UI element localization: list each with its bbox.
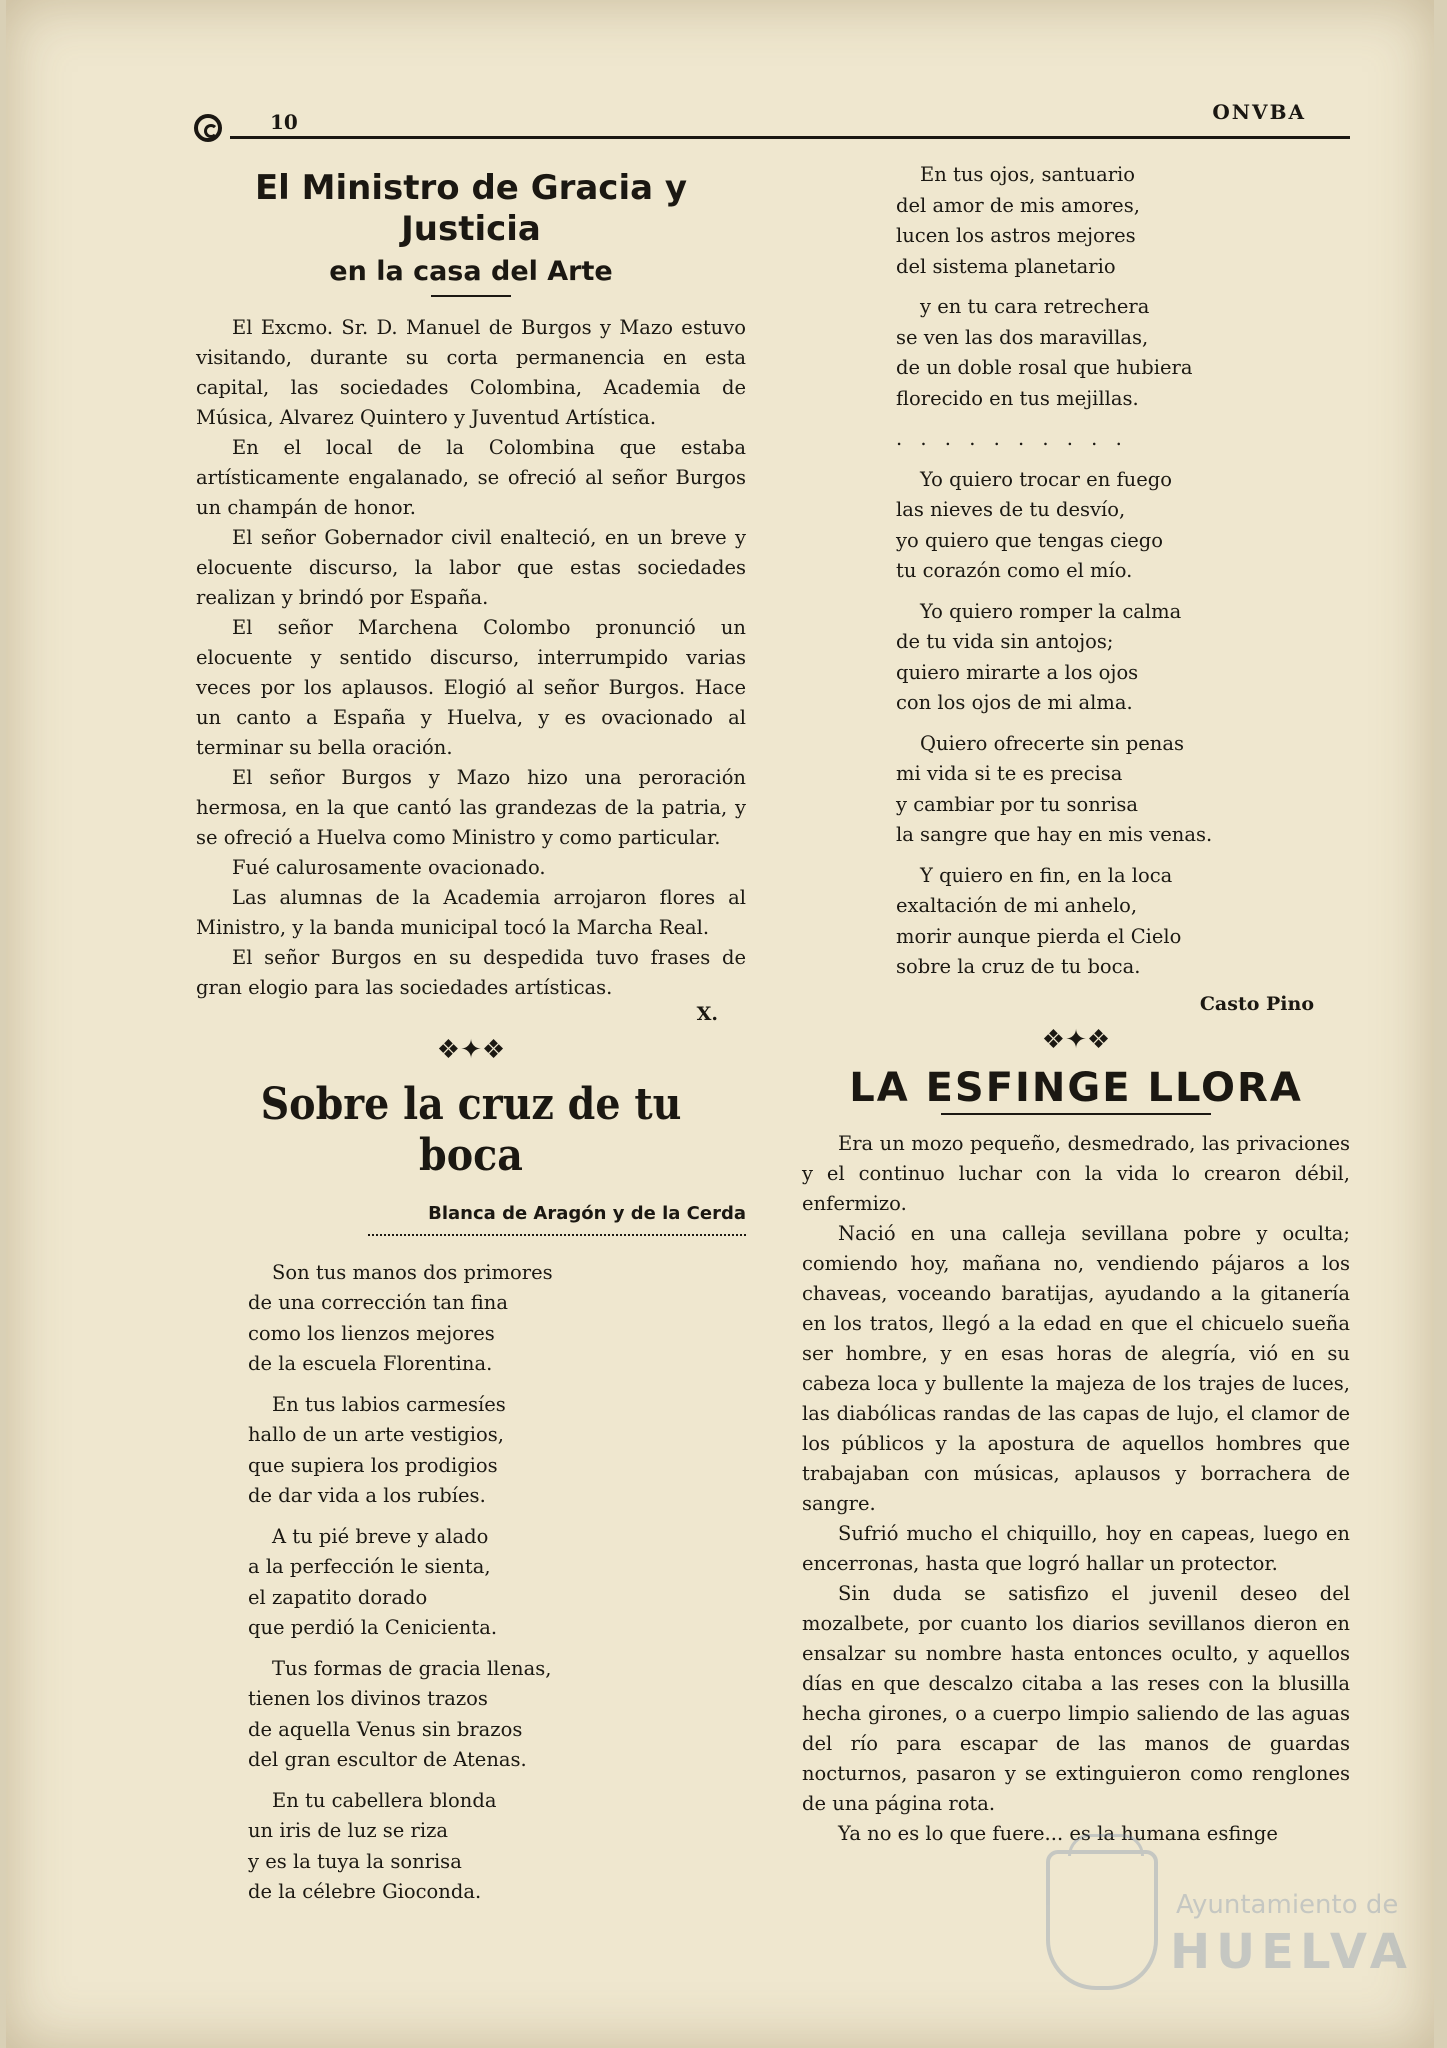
poem-line: del amor de mis amores, [896, 193, 1140, 217]
poem-line: Quiero ofrecerte sin penas [920, 731, 1184, 755]
newspaper-page [6, 0, 1434, 2048]
poem-ellipsis [896, 424, 1350, 455]
poem-stanza [248, 1654, 746, 1776]
poem-line: del gran escultor de Atenas. [248, 1748, 527, 1772]
poem-left-stanzas [196, 1258, 746, 1908]
article1-paragraph: El señor Burgos en su despedida tuvo frases de gran elogio para las sociedades artísticas. [196, 945, 746, 999]
watermark-line1: Ayuntamiento de [1176, 1890, 1399, 1920]
poem-line: se ven las dos maravillas, [896, 325, 1149, 349]
poem-dots: . . . . . . . . . . [896, 427, 1128, 450]
poem-line: las nieves de tu desvío, [896, 498, 1126, 521]
poem-line: quiero mirarte a los ojos [896, 660, 1139, 684]
article1-subtitle: en la casa del Arte [329, 255, 613, 287]
poem-line: del sistema planetario [896, 254, 1116, 278]
page-header [190, 100, 1350, 142]
poem-line: de la escuela Florentina. [248, 1352, 493, 1376]
poem-line: de un doble rosal que hubiera [896, 356, 1193, 379]
poem-line: sobre la cruz de tu boca. [896, 955, 1141, 978]
poem-line: exaltación de mi anhelo, [896, 894, 1138, 917]
article1-paragraph: Las alumnas de la Academia arrojaron flores al Ministro, y la banda municipal tocó la Marcha Real. [196, 885, 746, 939]
article1-title: El Ministro de Gracia y Justicia [254, 168, 688, 249]
poem-line: Son tus manos dos primores [272, 1260, 553, 1284]
poem-stanza [248, 1786, 746, 1908]
poem-line: y cambiar por tu sonrisa [896, 792, 1138, 816]
poem-line: florecido en tus mejillas. [896, 386, 1139, 410]
wavy-divider [368, 1228, 746, 1236]
poem-line: Yo quiero trocar en fuego [920, 467, 1172, 491]
article2-paragraph: Era un mozo pequeño, desmedrado, las privaciones y el continuo luchar con la vida lo crearon débil, enfermizo. [802, 1131, 1350, 1215]
article2-paragraph: Nació en una calleja sevillana pobre y oculta; comiendo hoy, mañana no, vendiendo pájaros a los chaveas, voceando baratijas, ayudando a la gitanería en los tratos, llegó a la edad en que el chicuelo sueña ser hombre, y en esas horas de alegría, vió en su cabeza loca y bullente la majeza de los trajes de luces, las diabólicas randas de las capas de lujo, el clamor de los públicos y la apostura de aquellos hombres que trabajaban con músicas, aplausos y borrachera de sangre. [802, 1221, 1350, 1515]
poem-stanza [896, 861, 1350, 983]
poem-stanza [896, 160, 1350, 282]
poem-line: como los lienzos mejores [248, 1321, 495, 1345]
poem-line: En tus ojos, santuario [920, 163, 1136, 186]
masthead: ONVBA [1212, 100, 1306, 124]
poem-line: hallo de un arte vestigios, [248, 1423, 504, 1447]
poem-line: de aquella Venus sin brazos [248, 1717, 523, 1741]
article2-title: LA ESFINGE LLORA [849, 1064, 1303, 1111]
article2-paragraph: Sufrió mucho el chiquillo, hoy en capeas, luego en encerronas, hasta que logró hallar un protector. [802, 1521, 1350, 1575]
poem-stanza [248, 1390, 746, 1512]
poem-line: yo quiero que tengas ciego [896, 528, 1163, 552]
poem-dedication: Blanca de Aragón y de la Cerda [428, 1202, 746, 1224]
article2-paragraph: Ya no es lo que fuere... es la humana esfinge [838, 1821, 1278, 1845]
poem-signature: Casto Pino [1199, 992, 1314, 1015]
article1-paragraph: El Excmo. Sr. D. Manuel de Burgos y Mazo estuvo visitando, durante su corta permanencia en esta capital, las sociedades Colombina, Academia de Música, Alvarez Quintero y Juventud Artística. [196, 315, 746, 429]
article1-paragraph: El señor Burgos y Mazo hizo una peroración hermosa, en la que cantó las grandezas de la patria, y se ofreció a Huelva como Ministro y como particular. [196, 765, 746, 849]
poem-stanza [896, 292, 1350, 414]
poem-right-stanzas [802, 160, 1350, 983]
coat-of-arms-icon [1046, 1850, 1158, 1990]
article1-paragraph: Fué calurosamente ovacionado. [232, 855, 546, 879]
left-column [196, 168, 746, 1918]
poem-stanza [896, 729, 1350, 851]
article2-paragraph: Sin duda se satisfizo el juvenil deseo del mozalbete, por cuanto los diarios sevillanos dieron en ensalzar su nombre hasta entonces oculto, y aquellos días en que descalzo citaba a las reses con la blusilla hecha girones, o a cuerpo limpio saliendo de las aguas del río para escapar de las manos de guardas nocturnos, pasaron y se extinguieron como renglones de una página rota. [802, 1581, 1350, 1815]
article1-signature: X. [696, 1002, 718, 1025]
page-number: 10 [270, 110, 298, 134]
poem-line: En tus labios carmesíes [272, 1392, 506, 1416]
poem-line: un iris de luz se riza [248, 1819, 449, 1843]
poem-line: mi vida si te es precisa [896, 762, 1123, 785]
article1-paragraph: En el local de la Colombina que estaba artísticamente engalanado, se ofreció al señor Burgos un champán de honor. [196, 435, 746, 519]
title-underline [941, 1113, 1211, 1115]
poem-line: de la célebre Gioconda. [248, 1880, 482, 1904]
poem-line: tienen los divinos trazos [248, 1687, 488, 1711]
poem-title: Sobre la cruz de tu boca [260, 1078, 682, 1181]
poem-line: A tu pié breve y alado [272, 1524, 489, 1548]
fleuron-ornament-icon: ❖✦❖ [1041, 1024, 1111, 1055]
article1-body [196, 313, 746, 1003]
poem-line: la sangre que hay en mis venas. [896, 823, 1213, 846]
poem-line: de dar vida a los rubíes. [248, 1484, 486, 1508]
poem-stanza [896, 465, 1350, 587]
poem-line: Yo quiero romper la calma [920, 599, 1182, 623]
watermark-line2: HUELVA [1170, 1924, 1413, 1980]
poem-line: que supiera los prodigios [248, 1453, 498, 1477]
header-rule [230, 136, 1350, 139]
poem-line: Y quiero en fin, en la loca [920, 863, 1173, 887]
poem-stanza [248, 1522, 746, 1644]
poem-line: que perdió la Cenicienta. [248, 1616, 498, 1640]
swirl-ornament-icon [194, 114, 222, 142]
poem-stanza [896, 597, 1350, 719]
poem-line: de tu vida sin antojos; [896, 630, 1114, 653]
poem-line: tu corazón como el mío. [896, 559, 1133, 582]
crown-icon [1068, 1834, 1144, 1856]
poem-line: lucen los astros mejores [896, 224, 1136, 247]
poem-stanza [248, 1258, 746, 1380]
poem-line: a la perfección le sienta, [248, 1555, 491, 1579]
watermark [1046, 1850, 1426, 2030]
poem-line: con los ojos de mi alma. [896, 691, 1133, 714]
poem-line: el zapatito dorado [248, 1585, 428, 1609]
poem-line: y en tu cara retrechera [920, 295, 1150, 318]
poem-line: Tus formas de gracia llenas, [272, 1656, 552, 1680]
right-column [802, 160, 1350, 1849]
fleuron-ornament-icon: ❖✦❖ [436, 1034, 506, 1065]
article2-body [802, 1129, 1350, 1849]
article1-paragraph: El señor Marchena Colombo pronunció un elocuente y sentido discurso, interrumpido varias veces por los aplausos. Elogió al señor Burgos. Hace un canto a España y Huelva, y es ovacionado al terminar su bella oración. [196, 615, 746, 759]
poem-line: de una corrección tan fina [248, 1291, 508, 1315]
article1-paragraph: El señor Gobernador civil enalteció, en un breve y elocuente discurso, la labor que estas sociedades realizan y brindó por España. [196, 525, 746, 609]
poem-line: morir aunque pierda el Cielo [896, 924, 1182, 948]
title-divider [431, 295, 511, 297]
poem-line: En tu cabellera blonda [272, 1788, 497, 1812]
poem-line: y es la tuya la sonrisa [248, 1849, 462, 1873]
